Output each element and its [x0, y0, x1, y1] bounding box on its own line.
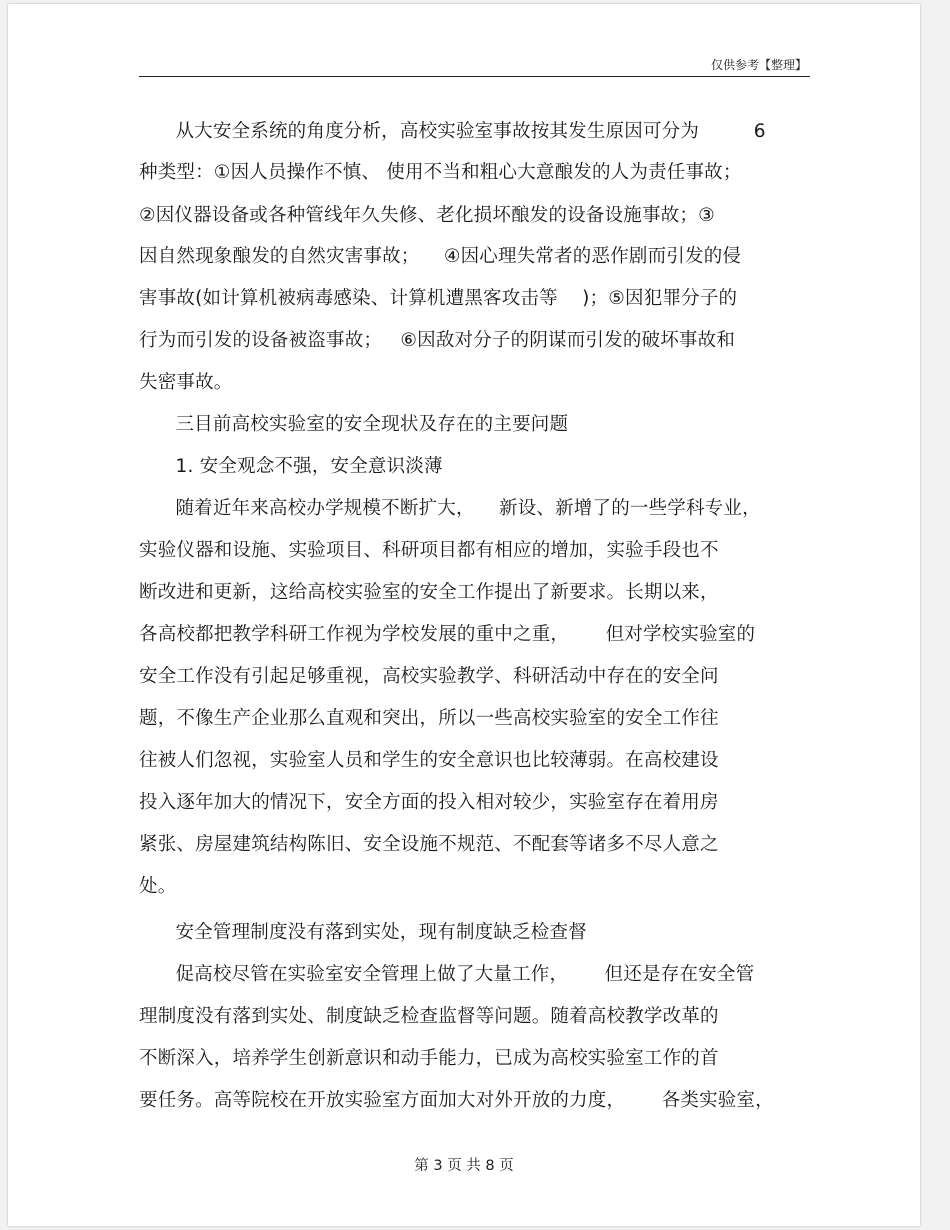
- body-line: 因自然现象酿发的自然灾害事故； ④因心理失常者的恶作剧而引发的侵: [139, 246, 742, 267]
- header-note: 仅供参考【整理】: [710, 58, 807, 72]
- body-line: 从大安全系统的角度分析，高校实验室事故按其发生原因可分为 6: [139, 121, 766, 142]
- body-line: 各高校都把教学科研工作视为学校发展的重中之重， 但对学校实验室的: [139, 624, 756, 645]
- subsection-heading: 安全管理制度没有落到实处，现有制度缺乏检查督: [139, 922, 587, 943]
- body-line: 要任务。高等院校在开放实验室方面加大对外开放的力度， 各类实验室，: [139, 1090, 774, 1111]
- body-line: ②因仪器设备或各种管线年久失修、老化损坏酿发的设备设施事故；③: [139, 205, 715, 226]
- body-line: 安全工作没有引起足够重视，高校实验教学、科研活动中存在的安全问: [139, 666, 719, 687]
- body-line: 害事故(如计算机被病毒感染、计算机遭黑客攻击等 )；⑤因犯罪分子的: [139, 288, 738, 309]
- body-line: 实验仪器和设施、实验项目、科研项目都有相应的增加，实验手段也不: [139, 540, 719, 561]
- body-line: 失密事故。: [139, 372, 233, 393]
- subsection-heading: 1. 安全观念不强，安全意识淡薄: [139, 456, 443, 477]
- body-line: 处。: [139, 876, 177, 897]
- body-line: 行为而引发的设备被盗事故； ⑥因敌对分子的阴谋而引发的破坏事故和: [139, 330, 736, 351]
- section-heading: 三目前高校实验室的安全现状及存在的主要问题: [139, 414, 569, 435]
- body-line: 促高校尽管在实验室安全管理上做了大量工作， 但还是存在安全管: [139, 964, 755, 985]
- body-line: 断改进和更新，这给高校实验室的安全工作提出了新要求。长期以来，: [139, 582, 719, 603]
- body-line: 题，不像生产企业那么直观和突出，所以一些高校实验室的安全工作往: [139, 708, 719, 729]
- body-line: 种类型：①因人员操作不慎、 使用不当和粗心大意酿发的人为责任事故；: [139, 162, 742, 183]
- body-line: 投入逐年加大的情况下，安全方面的投入相对较少，实验室存在着用房: [139, 792, 719, 813]
- header-rule: [139, 76, 810, 77]
- body-line: 理制度没有落到实处、制度缺乏检查监督等问题。随着高校教学改革的: [139, 1006, 719, 1027]
- body-line: 紧张、房屋建筑结构陈旧、安全设施不规范、不配套等诸多不尽人意之: [139, 834, 719, 855]
- document-page: [8, 4, 920, 1226]
- page-number-footer: 第 3 页 共 8 页: [414, 1158, 514, 1174]
- body-line: 不断深入，培养学生创新意识和动手能力，已成为高校实验室工作的首: [139, 1048, 719, 1069]
- body-line: 随着近年来高校办学规模不断扩大， 新设、新增了的一些学科专业，: [139, 498, 761, 519]
- body-line: 往被人们忽视，实验室人员和学生的安全意识也比较薄弱。在高校建设: [139, 750, 719, 771]
